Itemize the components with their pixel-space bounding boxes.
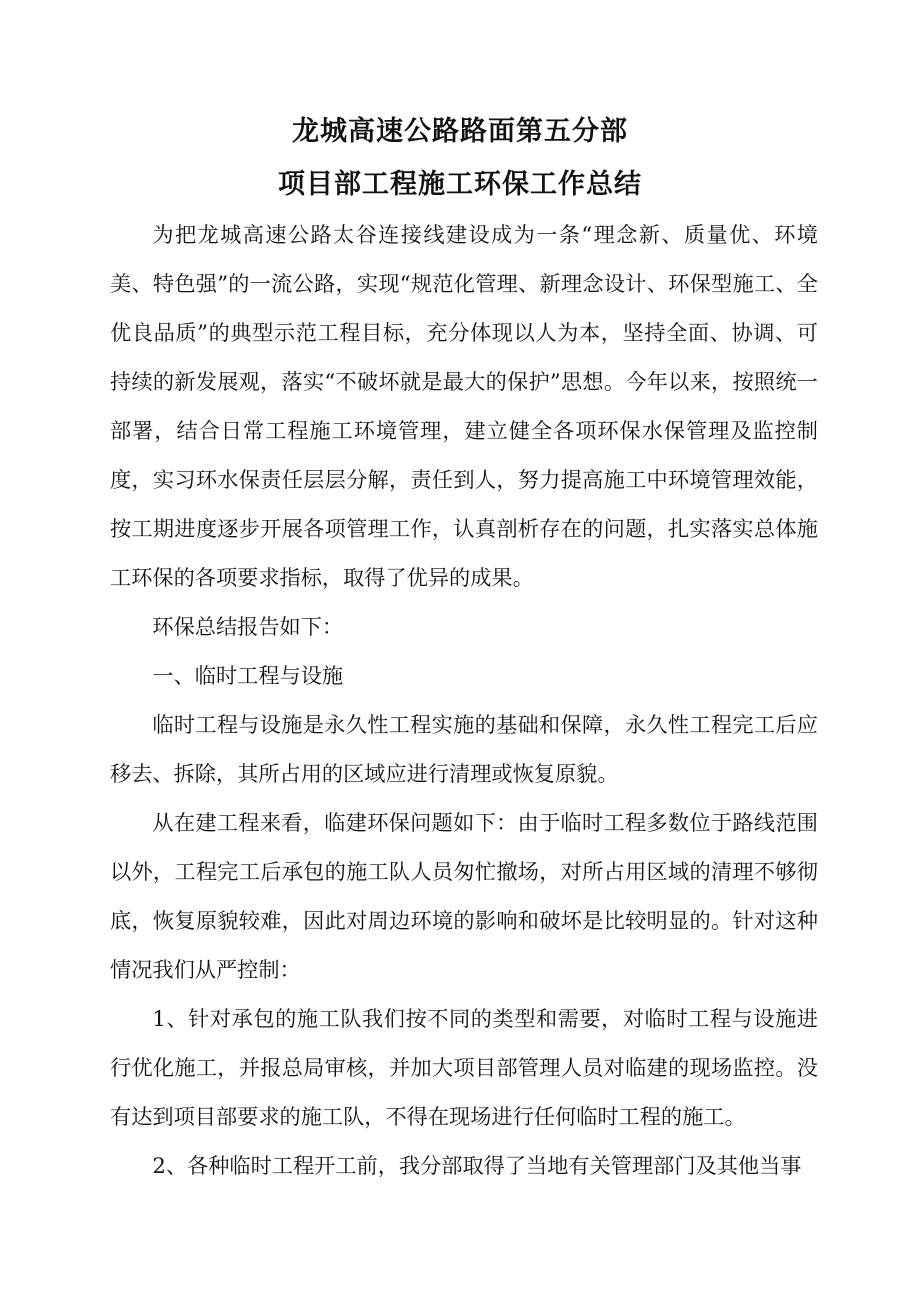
paragraph-item-1: 1、针对承包的施工队我们按不同的类型和需要，对临时工程与设施进行优化施工，并报总局审核，并加大项目部管理人员对临建的现场监控。没有达到项目部要求的施工队，不得在现场进行任何临时工程的施工。	[110, 1006, 818, 1129]
paragraph-issues: 从在建工程来看，临建环保问题如下：由于临时工程多数位于路线范围以外，工程完工后承包的施工队人员匆忙撤场，对所占用区域的清理不够彻底，恢复原貌较难，因此对周边环境的影响和破坏是比较明显的。针对这种情况我们从严控制：	[110, 810, 818, 982]
document-title-line-1: 龙城高速公路路面第五分部	[292, 116, 628, 147]
paragraph-temporary-works: 临时工程与设施是永久性工程实施的基础和保障，永久性工程完工后应移去、拆除，其所占用的区域应进行清理或恢复原貌。	[110, 712, 818, 786]
section-heading-temporary-works: 一、临时工程与设施	[152, 663, 344, 688]
paragraph-report-lead: 环保总结报告如下：	[152, 614, 344, 639]
document-title-line-2: 项目部工程施工环保工作总结	[278, 169, 642, 200]
paragraph-intro: 为把龙城高速公路太谷连接线建设成为一条“理念新、质量优、环境美、特色强”的一流公路，实现“规范化管理、新理念设计、环保型施工、全优良品质”的典型示范工程目标，充分体现以人为本，坚持全面、协调、可持续的新发展观，落实“不破坏就是最大的保护”思想。今年以来，按照统一部署，结合日常工程施工环境管理，建立健全各项环保水保管理及监控制度，实习环水保责任层层分解，责任到人，努力提高施工中环境管理效能，按工期进度逐步开展各项管理工作，认真剖析存在的问题，扎实落实总体施工环保的各项要求指标，取得了优异的成果。	[110, 222, 818, 590]
document-body	[110, 210, 818, 1190]
paragraph-item-2: 2、各种临时工程开工前，我分部取得了当地有关管理部门及其他当事	[152, 1153, 802, 1178]
